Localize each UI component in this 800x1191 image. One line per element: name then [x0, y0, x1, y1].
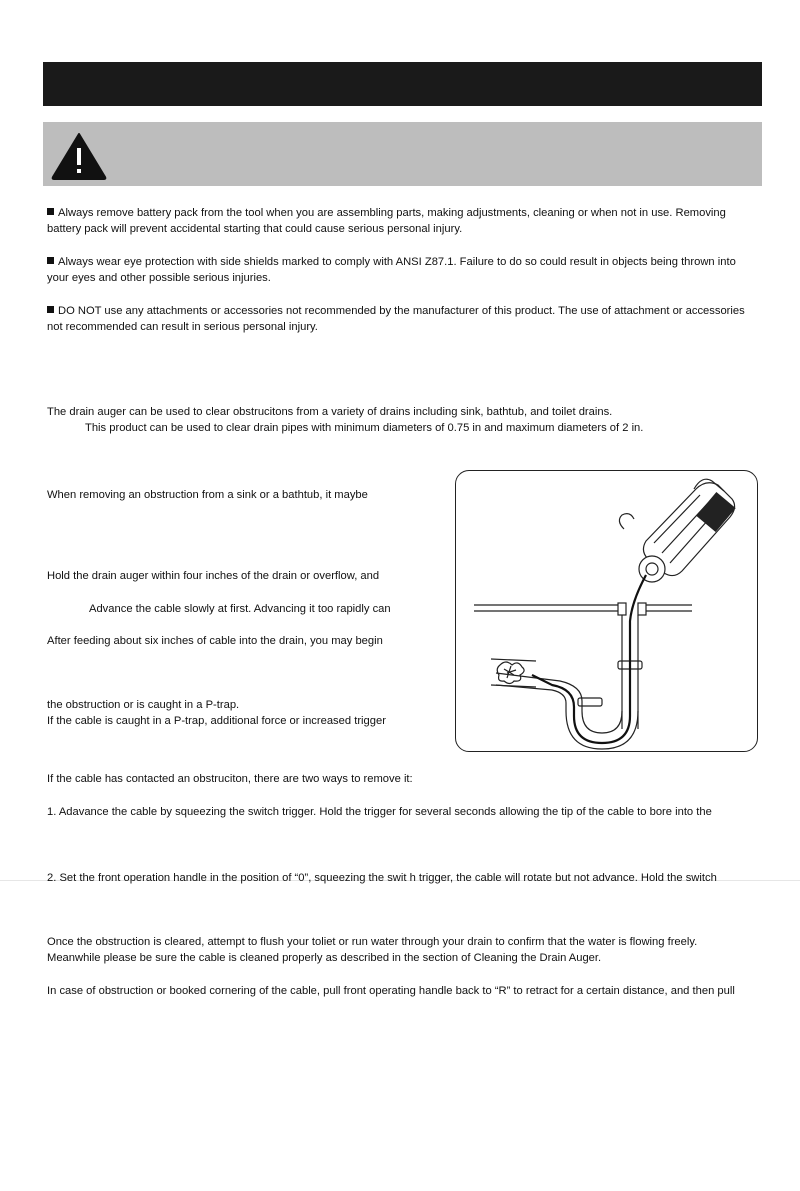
- operation-line: Hold the drain auger within four inches of the drain or overflow, and: [47, 570, 380, 582]
- warning-item: [47, 303, 759, 335]
- after-line: In case of obstruction or booked cornering of the cable, pull front operating handle back to “R” to retract for a certain distance, and then pull: [47, 985, 735, 997]
- removal-step: 1. Adavance the cable by squeezing the switch trigger. Hold the trigger for several seconds allowing the tip of the cable to bore into the: [47, 806, 712, 818]
- warning-text: DO NOT use any attachments or accessories not recommended by the manufacturer of this product. The use of attachment or accessories not recommended can result in serious personal injury.: [47, 305, 745, 333]
- intended-use-note: This product can be used to clear drain pipes with minimum diameters of 0.75 in and maximum diameters of 2 in.: [85, 422, 644, 434]
- operation-line: the obstruction or is caught in a P-trap.: [47, 699, 240, 711]
- intended-use-line: The drain auger can be used to clear obstrucitons from a variety of drains including sink, bathtub, and toilet drains.: [47, 406, 613, 418]
- after-line: Meanwhile please be sure the cable is cleaned properly as described in the section of Cleaning the Drain Auger.: [47, 952, 602, 964]
- operation-line: If the cable is caught in a P-trap, additional force or increased trigger: [47, 715, 386, 727]
- square-bullet-icon: [47, 257, 54, 264]
- warning-text: Always remove battery pack from the tool when you are assembling parts, making adjustments, cleaning or when not in use. Removing battery pack will prevent accidental starting that could cause serious personal injury.: [47, 207, 726, 235]
- warning-banner: [43, 122, 762, 186]
- warning-item: [47, 205, 759, 237]
- square-bullet-icon: [47, 306, 54, 313]
- operation-line: After feeding about six inches of cable into the drain, you may begin: [47, 635, 383, 647]
- after-line: Once the obstruction is cleared, attempt to flush your toliet or run water through your drain to confirm that the water is flowing freely.: [47, 936, 698, 948]
- warning-text: Always wear eye protection with side shields marked to comply with ANSI Z87.1. Failure to do so could result in objects being thrown into your eyes and other possible serious injuries.: [47, 256, 736, 284]
- operation-line: Advance the cable slowly at first. Advancing it too rapidly can: [89, 603, 391, 615]
- square-bullet-icon: [47, 208, 54, 215]
- warning-item: [47, 254, 759, 286]
- removal-step: 2. Set the front operation handle in the position of “0”, squeezing the swit h trigger, the cable will rotate but not advance. Hold the switch: [47, 872, 717, 884]
- warning-triangle-icon: [50, 131, 108, 181]
- removal-intro: If the cable has contacted an obstruciton, there are two ways to remove it:: [47, 773, 413, 785]
- section-title-bar: [43, 62, 762, 106]
- operation-line: When removing an obstruction from a sink or a bathtub, it maybe: [47, 489, 368, 501]
- drain-auger-p-trap-illustration: [455, 470, 758, 752]
- figure-drawing: [456, 471, 758, 752]
